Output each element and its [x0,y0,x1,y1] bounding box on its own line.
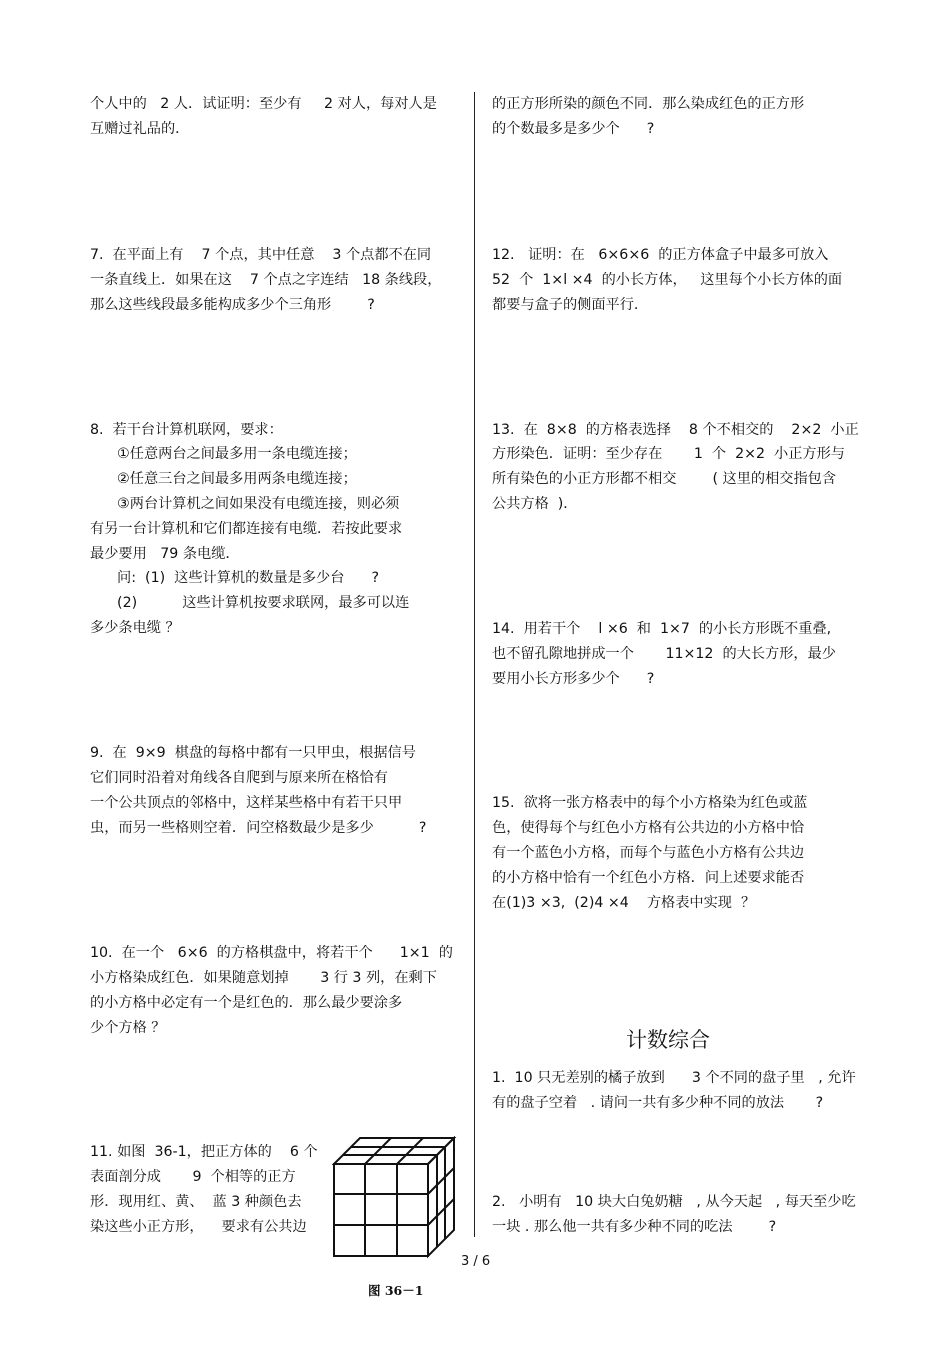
problem-8-line-7: 问: (1) 这些计算机的数量是多少台 ? [90,570,380,586]
problem-13-line-4: 公共方格 )． [492,496,578,512]
problem-15-line-4: 的小方格中恰有一个红色小方格．问上述要求能否 [492,870,805,886]
problem-8-line-1: 8. 若干台计算机联网，要求： [90,422,283,438]
problem-10-line-2: 小方格染成红色．如果随意划掉 3 行 3 列，在剩下 [90,970,437,986]
counting-2-line-1: 2. 小明有 10 块大白兔奶糖 , 从今天起 , 每天至少吃 [492,1194,856,1210]
problem-12-line-2: 52 个 1×l ×4 的小长方体， 这里每个小长方体的面 [492,272,843,288]
problem-10-line-3: 的小方格中必定有一个是红色的．那么最少要涂多 [90,995,403,1011]
problem-10-line-1: 10. 在一个 6×6 的方格棋盘中，将若干个 1×1 的 [90,945,453,961]
problem-8-line-6: 最少要用 79 条电缆． [90,546,240,562]
problem-14-line-3: 要用小长方形多少个 ? [492,671,655,687]
page-number: 3 / 6 [461,1254,491,1269]
problem-14-line-2: 也不留孔隙地拼成一个 11×12 的大长方形，最少 [492,646,836,662]
problem-9-line-2: 它们同时沿着对角线各自爬到与原来所在格恰有 [90,770,388,786]
problem-9-line-4: 虫，而另一些格则空着．问空格数最少是多少 ? [90,820,427,836]
problem-8-line-4: ③两台计算机之间如果没有电缆连接，则必须 [90,496,400,512]
problem-11-cont-line-1: 的正方形所染的颜色不同．那么染成红色的正方形 [492,96,805,112]
problem-8-line-8: (2) 这些计算机按要求联网，最多可以连 [90,595,410,611]
problem-13-line-1: 13. 在 8×8 的方格表选择 8 个不相交的 2×2 小正 [492,422,859,438]
problem-8-line-2: ①任意两台之间最多用一条电缆连接； [90,446,357,462]
problem-6-line-2: 互赠过礼品的． [90,121,190,137]
problem-13-line-3: 所有染色的小正方形都不相交 ( 这里的相交指包含 [492,471,837,487]
problem-11-cont-line-2: 的个数最多是多少个 ? [492,121,655,137]
problem-11-line-4: 染这些小正方形， 要求有公共边 [90,1219,307,1235]
section-title: 计数综合 [626,1028,710,1052]
problem-11-line-2: 表面剖分成 9 个相等的正方 [90,1169,296,1185]
cube-figure [332,1136,460,1260]
problem-15-line-1: 15. 欲将一张方格表中的每个小方格染为红色或蓝 [492,795,808,811]
counting-1-line-2: 有的盘子空着 . 请问一共有多少种不同的放法 ? [492,1095,824,1111]
problem-12-line-1: 12. 证明：在 6×6×6 的正方体盒子中最多可放入 [492,247,829,263]
problem-10-line-4: 少个方格 ？ [90,1020,166,1036]
problem-7-line-3: 那么这些线段最多能构成多少个三角形 ? [90,297,375,313]
problem-9-line-1: 9. 在 9×9 棋盘的每格中都有一只甲虫，根据信号 [90,745,416,761]
problem-7-line-2: 一条直线上．如果在这 7 个点之字连结 18 条线段， [90,272,442,288]
counting-2-line-2: 一块 . 那么他一共有多少种不同的吃法 ? [492,1219,777,1235]
problem-14-line-1: 14. 用若干个 l ×6 和 1×7 的小长方形既不重叠, [492,621,832,637]
problem-11-line-1: 11. 如图 36-1，把正方体的 6 个 [90,1144,318,1160]
problem-13-line-2: 方形染色．证明：至少存在 1 个 2×2 小正方形与 [492,446,845,462]
problem-15-line-5: 在(1)3 ×3, (2)4 ×4 方格表中实现 ？ [492,895,756,911]
column-divider [474,92,475,1237]
problem-15-line-3: 有一个蓝色小方格，而每个与蓝色小方格有公共边 [492,845,805,861]
figure-caption: 图 36－1 [368,1283,424,1298]
problem-11-line-3: 形．现用红、黄、 蓝 3 种颜色去 [90,1194,302,1210]
counting-1-line-1: 1. 10 只无差别的橘子放到 3 个不同的盘子里 , 允许 [492,1070,856,1086]
problem-6-line-1: 个人中的 2 人．试证明：至少有 2 对人，每对人是 [90,96,437,112]
problem-8-line-5: 有另一台计算机和它们都连接有电缆．若按此要求 [90,521,403,537]
problem-9-line-3: 一个公共顶点的邻格中，这样某些格中有若干只甲 [90,795,403,811]
problem-15-line-2: 色，使得每个与红色小方格有公共边的小方格中恰 [492,820,805,836]
problem-8-line-9: 多少条电缆 ？ [90,620,180,636]
problem-7-line-1: 7. 在平面上有 7 个点，其中任意 3 个点都不在同 [90,247,432,263]
problem-12-line-3: 都要与盒子的侧面平行. [492,297,639,313]
problem-8-line-3: ②任意三台之间最多用两条电缆连接； [90,471,357,487]
